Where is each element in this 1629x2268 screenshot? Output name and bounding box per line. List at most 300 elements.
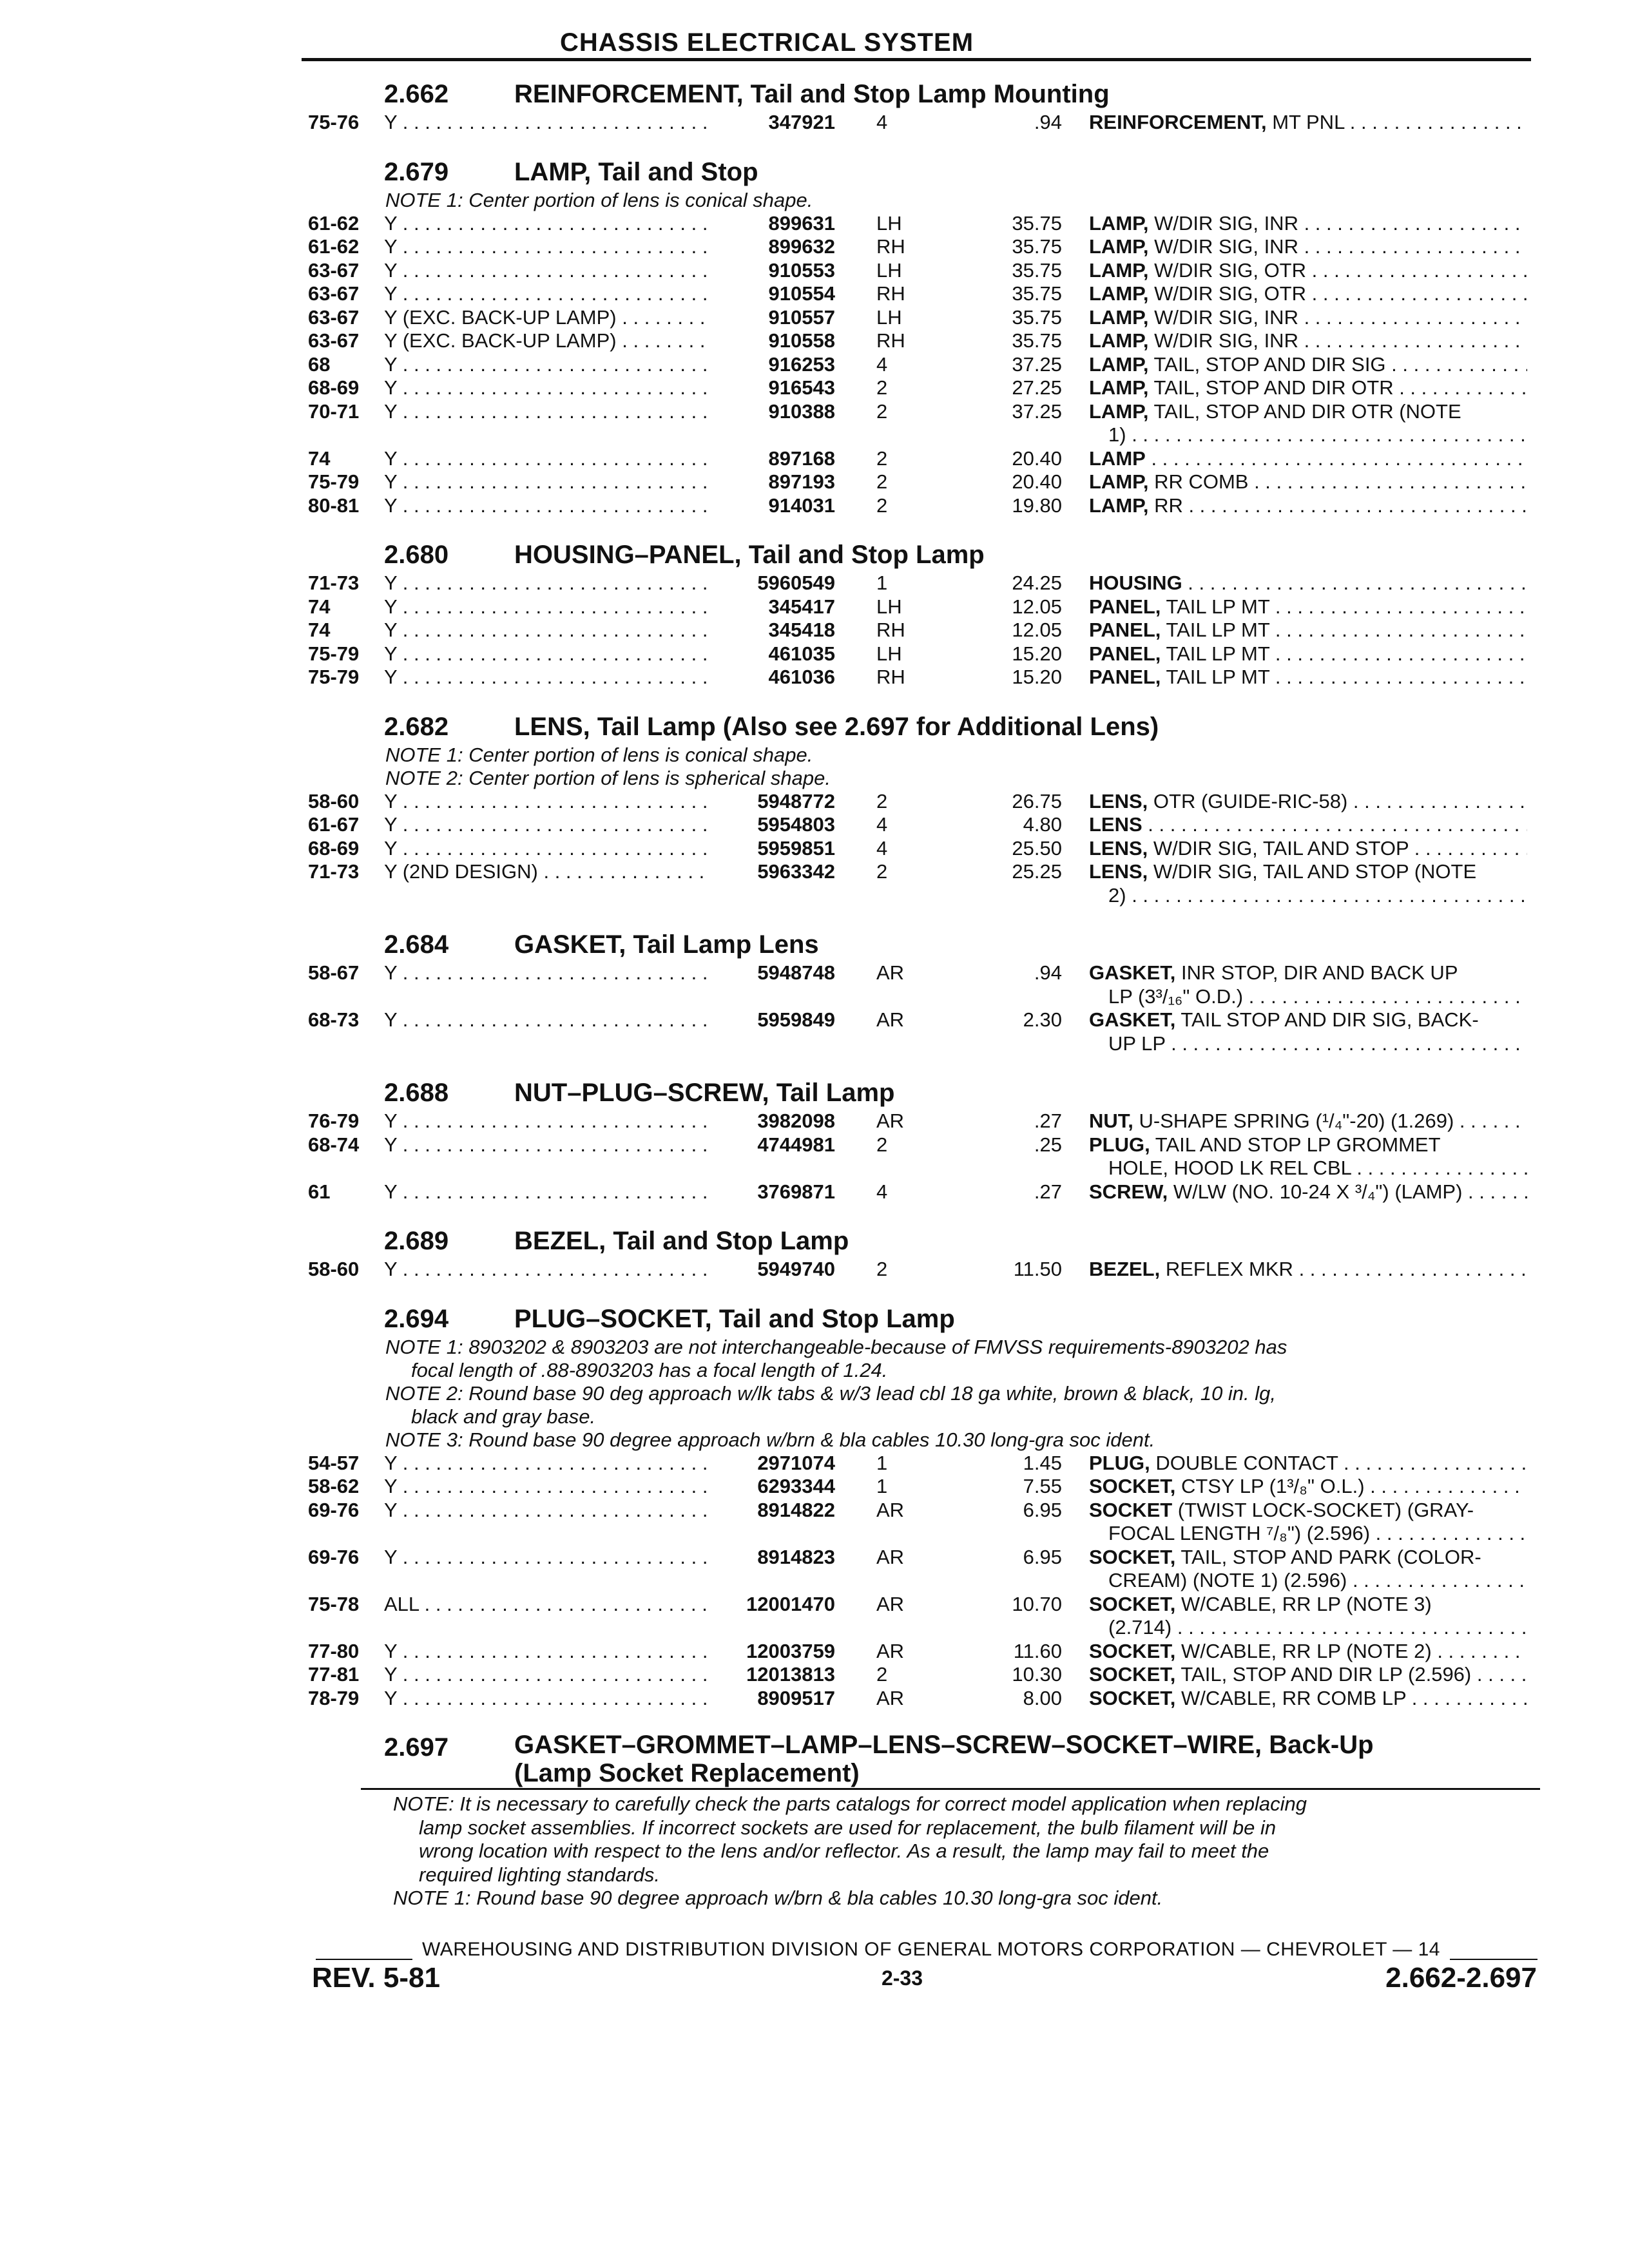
price: 35.75	[1012, 305, 1062, 329]
body-style	[384, 619, 706, 642]
part-number: 5959851	[757, 836, 835, 860]
description-line: UP LP . . .	[1089, 1032, 1527, 1056]
section-title-line: PLUG–SOCKET, Tail and Stop Lamp	[514, 1304, 955, 1333]
description	[1089, 1452, 1527, 1475]
quantity: 4	[876, 352, 888, 376]
description-detail: TAIL, STOP AND PARK (COLOR-	[1175, 1545, 1481, 1568]
part-number: 910554	[768, 282, 835, 305]
part-number: 461036	[768, 666, 835, 688]
quantity: LH	[876, 258, 902, 282]
section-title	[514, 1302, 955, 1336]
model-years: 68-74	[308, 1133, 360, 1156]
model-years: 75-76	[308, 111, 360, 133]
description-line: FOCAL LENGTH ⁷/₈") (2.596) . . .	[1089, 1522, 1527, 1546]
description-line	[1089, 376, 1527, 400]
quantity: RH	[876, 619, 905, 641]
description-line: 2) . . .	[1089, 884, 1527, 908]
description-name: LAMP,	[1089, 376, 1149, 399]
description-line	[1089, 212, 1527, 236]
description-detail: RR	[1148, 494, 1183, 517]
model-years: 69-76	[308, 1545, 360, 1568]
note-line: NOTE 1: Center portion of lens is conical shape.	[385, 188, 813, 211]
description-name: LAMP,	[1089, 329, 1149, 352]
part-number: 910558	[768, 329, 835, 352]
description-detail: W/DIR SIG, TAIL AND STOP	[1148, 836, 1409, 860]
model-years: 68-69	[308, 836, 360, 860]
section-number: 2.684	[384, 930, 449, 959]
description-detail: TAIL STOP AND DIR SIG, BACK-	[1175, 1008, 1479, 1031]
model-years: 75-78	[308, 1592, 360, 1615]
description-detail: (TWIST LOCK-SOCKET) (GRAY-	[1172, 1498, 1474, 1521]
description-detail: TAIL, STOP AND DIR OTR (NOTE	[1148, 399, 1461, 423]
part-number: 899632	[768, 235, 835, 258]
section-title-line: HOUSING–PANEL, Tail and Stop Lamp	[514, 541, 985, 569]
description-name: LAMP,	[1089, 211, 1149, 235]
description	[1089, 790, 1527, 814]
body-style	[384, 1640, 706, 1664]
description	[1089, 1546, 1527, 1593]
part-number: 4744981	[757, 1133, 835, 1156]
price: 20.40	[1012, 470, 1062, 493]
description	[1089, 329, 1527, 353]
part-number: 916543	[768, 376, 835, 399]
description	[1089, 306, 1527, 330]
body-style-text: Y . . .	[384, 961, 706, 985]
description-line: (2.714) . . .	[1089, 1616, 1527, 1640]
model-years: 69-76	[308, 1498, 360, 1521]
body-style	[384, 1499, 706, 1523]
model-years: 78-79	[308, 1686, 360, 1709]
quantity: AR	[876, 961, 905, 984]
footer-note-line: wrong location with respect to the lens and/or reflector. As a result, the lamp may fail to meet the	[419, 1840, 1269, 1862]
description-line	[1089, 1499, 1527, 1523]
description	[1089, 961, 1527, 1008]
description	[1089, 642, 1527, 666]
part-number: 2971074	[757, 1451, 835, 1474]
quantity: 4	[876, 1180, 888, 1203]
body-style	[384, 837, 706, 861]
model-years: 71-73	[308, 860, 360, 883]
part-row	[302, 595, 1539, 619]
section-note	[385, 189, 1539, 212]
description-name: SCREW,	[1089, 1180, 1168, 1203]
body-style	[384, 1687, 706, 1711]
model-years: 61	[308, 1180, 331, 1203]
part-row	[302, 961, 1539, 1008]
quantity: 4	[876, 813, 888, 836]
price: .27	[1034, 1180, 1062, 1203]
price: 12.05	[1012, 595, 1062, 618]
section-number: 2.694	[384, 1304, 449, 1333]
part-row	[302, 1180, 1539, 1204]
part-row	[302, 470, 1539, 494]
body-style-text: Y . . .	[384, 400, 706, 424]
description-line	[1089, 470, 1527, 494]
note-line: focal length of .88-8903203 has a focal length of 1.24.	[411, 1358, 888, 1381]
model-years: 80-81	[308, 494, 360, 517]
price: 20.40	[1012, 447, 1062, 470]
footer-notes	[393, 1792, 1527, 1910]
body-style	[384, 1475, 706, 1499]
description-detail: U-SHAPE SPRING (¹/₄"-20) (1.269)	[1133, 1110, 1454, 1132]
description-line	[1089, 306, 1527, 330]
description	[1089, 1640, 1527, 1664]
description-detail: TAIL AND STOP LP GROMMET	[1150, 1133, 1441, 1156]
quantity: LH	[876, 211, 902, 235]
section-header	[302, 538, 1539, 572]
description-name: LAMP,	[1089, 399, 1149, 423]
description-name: SOCKET,	[1089, 1545, 1176, 1568]
part-row	[302, 329, 1539, 353]
body-style-text: Y . . .	[384, 447, 706, 471]
body-style-text: Y . . .	[384, 1133, 706, 1157]
footer-note	[393, 1887, 1527, 1910]
description	[1089, 837, 1527, 861]
price: .25	[1034, 1133, 1062, 1156]
description	[1089, 1499, 1527, 1546]
description-name: SOCKET	[1089, 1498, 1173, 1521]
section-number: 2.662	[384, 80, 449, 108]
description-detail: W/DIR SIG, OTR	[1148, 282, 1307, 305]
model-years: 68	[308, 352, 331, 376]
part-number: 6293344	[757, 1475, 835, 1497]
body-style-text: Y . . .	[384, 642, 706, 666]
model-years: 75-79	[308, 470, 360, 493]
section-range: 2.662-2.697	[1385, 1962, 1537, 1994]
part-row	[302, 837, 1539, 861]
body-style-text: Y . . .	[384, 572, 706, 595]
body-style	[384, 1110, 706, 1133]
body-style-text: ALL . . .	[384, 1593, 706, 1617]
description-line: LP (3³/₁₆" O.D.) . . .	[1089, 985, 1527, 1009]
section-title	[514, 1731, 1374, 1787]
description-line	[1089, 1546, 1527, 1570]
body-style	[384, 642, 706, 666]
description-line	[1089, 813, 1527, 837]
description	[1089, 1180, 1527, 1204]
model-years: 75-79	[308, 666, 360, 688]
note-line: NOTE 1: 8903202 & 8903203 are not interchangeable-because of FMVSS requirements-8903202 has	[385, 1335, 1287, 1358]
description-name: PLUG,	[1089, 1451, 1150, 1474]
section-header	[302, 77, 1539, 111]
quantity: 2	[876, 447, 888, 470]
body-style-text: Y . . .	[384, 353, 706, 377]
part-row	[302, 1133, 1539, 1180]
section-header	[302, 1302, 1539, 1336]
section-title	[514, 928, 819, 961]
body-style	[384, 1593, 706, 1617]
description-line: 1) . . .	[1089, 423, 1527, 447]
description-name: HOUSING	[1089, 572, 1182, 594]
footer-note-line: lamp socket assemblies. If incorrect sockets are used for replacement, the bulb filament will be in	[419, 1816, 1277, 1839]
body-style-text: Y (2ND DESIGN) . . .	[384, 860, 706, 884]
part-row	[302, 1593, 1539, 1640]
part-row	[302, 790, 1539, 814]
quantity: LH	[876, 642, 902, 665]
model-years: 54-57	[308, 1451, 360, 1474]
description-detail: CTSY LP (1³/₈" O.L.)	[1175, 1475, 1365, 1497]
note-line: NOTE 3: Round base 90 degree approach w/brn & bla cables 10.30 long-gra soc ident.	[385, 1428, 1155, 1451]
quantity: LH	[876, 595, 902, 618]
body-style-text: Y . . .	[384, 1110, 706, 1133]
description-name: LAMP,	[1089, 258, 1149, 282]
description-line	[1089, 259, 1527, 283]
section-header	[302, 1076, 1539, 1110]
quantity: AR	[876, 1110, 905, 1132]
description-detail: TAIL LP MT	[1161, 595, 1270, 618]
part-row	[302, 1258, 1539, 1282]
part-number: 8914822	[757, 1498, 835, 1521]
description-name: PANEL,	[1089, 666, 1161, 688]
description	[1089, 212, 1527, 236]
description-detail: W/DIR SIG, INR	[1148, 235, 1298, 258]
section-title	[514, 155, 758, 189]
description-line	[1089, 619, 1527, 642]
description-name: SOCKET,	[1089, 1475, 1176, 1497]
part-number: 5954803	[757, 813, 835, 836]
description-detail: MT PNL	[1266, 111, 1345, 133]
section-title-line: BEZEL, Tail and Stop Lamp	[514, 1227, 849, 1255]
body-style-text: Y . . .	[384, 1258, 706, 1282]
body-style-text: Y . . .	[384, 1499, 706, 1523]
section-title-line: REINFORCEMENT, Tail and Stop Lamp Mounting	[514, 80, 1110, 108]
body-style	[384, 961, 706, 985]
body-style-text: Y . . .	[384, 212, 706, 236]
description-name: PLUG,	[1089, 1133, 1150, 1156]
part-row	[302, 813, 1539, 837]
part-number: 8914823	[757, 1545, 835, 1568]
description-detail: W/CABLE, RR LP (NOTE 2)	[1175, 1639, 1432, 1662]
section-gap	[302, 907, 1539, 923]
body-style-text: Y . . .	[384, 790, 706, 814]
price: 8.00	[1023, 1686, 1062, 1709]
part-row	[302, 619, 1539, 642]
parts-list	[302, 72, 1539, 1808]
description	[1089, 447, 1527, 471]
body-style	[384, 1180, 706, 1204]
part-row	[302, 447, 1539, 471]
description-name: LENS,	[1089, 789, 1148, 812]
price: 10.70	[1012, 1592, 1062, 1615]
footer-note-line: NOTE 1: Round base 90 degree approach w/brn & bla cables 10.30 long-gra soc ident.	[393, 1887, 1163, 1909]
body-style-text: Y . . .	[384, 282, 706, 306]
quantity: AR	[876, 1008, 905, 1031]
description-line	[1089, 790, 1527, 814]
part-number: 899631	[768, 211, 835, 235]
description-line	[1089, 642, 1527, 666]
description	[1089, 860, 1527, 907]
body-style-text: Y . . .	[384, 1452, 706, 1475]
description-name: LAMP,	[1089, 494, 1149, 517]
quantity: RH	[876, 235, 905, 258]
part-row	[302, 400, 1539, 447]
description-detail: TAIL, STOP AND DIR LP (2.596)	[1175, 1663, 1472, 1686]
description	[1089, 1008, 1527, 1055]
section-header	[302, 710, 1539, 744]
body-style	[384, 1663, 706, 1687]
model-years: 77-80	[308, 1639, 360, 1662]
footer-division: WAREHOUSING AND DISTRIBUTION DIVISION OF GENERAL MOTORS CORPORATION — CHEVROLET — 14	[422, 1939, 1440, 1960]
description	[1089, 595, 1527, 619]
model-years: 74	[308, 619, 331, 641]
body-style-text: Y . . .	[384, 1008, 706, 1032]
description-detail: W/DIR SIG, TAIL AND STOP (NOTE	[1148, 860, 1477, 883]
body-style	[384, 111, 706, 135]
description	[1089, 282, 1527, 306]
part-number: 5960549	[757, 572, 835, 594]
quantity: 2	[876, 494, 888, 517]
description-detail: TAIL, STOP AND DIR SIG	[1148, 352, 1386, 376]
description	[1089, 1258, 1527, 1282]
body-style	[384, 235, 706, 259]
section-gap	[302, 1204, 1539, 1219]
body-style	[384, 353, 706, 377]
body-style-text: Y . . .	[384, 837, 706, 861]
body-style-text: Y . . .	[384, 1640, 706, 1664]
body-style	[384, 860, 706, 884]
part-row	[302, 376, 1539, 400]
revision-label: REV. 5-81	[312, 1962, 440, 1994]
description-line	[1089, 572, 1527, 595]
section-note	[385, 1336, 1539, 1382]
description	[1089, 1133, 1527, 1180]
part-row	[302, 259, 1539, 283]
body-style	[384, 376, 706, 400]
price: 15.20	[1012, 666, 1062, 688]
part-number: 3769871	[757, 1180, 835, 1203]
description	[1089, 494, 1527, 518]
note-line: black and gray base.	[411, 1405, 596, 1428]
description	[1089, 470, 1527, 494]
part-number: 347921	[768, 111, 835, 133]
description-detail: W/CABLE, RR LP (NOTE 3)	[1175, 1592, 1432, 1615]
description-detail: W/CABLE, RR COMB LP	[1175, 1686, 1407, 1709]
description	[1089, 111, 1527, 135]
price: 35.75	[1012, 211, 1062, 235]
quantity: AR	[876, 1545, 905, 1568]
part-row	[302, 212, 1539, 236]
description-name: LENS,	[1089, 860, 1148, 883]
price: 35.75	[1012, 329, 1062, 352]
note-line: NOTE 1: Center portion of lens is conical shape.	[385, 743, 813, 766]
description	[1089, 235, 1527, 259]
body-style	[384, 259, 706, 283]
description-line	[1089, 837, 1527, 861]
quantity: LH	[876, 305, 902, 329]
section-title-line: GASKET–GROMMET–LAMP–LENS–SCREW–SOCKET–WIRE, Back-Up	[514, 1731, 1374, 1759]
description-line: CREAM) (NOTE 1) (2.596) . . .	[1089, 1569, 1527, 1593]
price: 2.30	[1023, 1008, 1062, 1031]
body-style-text: Y . . .	[384, 1687, 706, 1711]
part-row	[302, 860, 1539, 907]
part-row	[302, 1008, 1539, 1055]
description-name: PANEL,	[1089, 595, 1161, 618]
price: 25.50	[1012, 836, 1062, 860]
description-detail: TAIL, STOP AND DIR OTR	[1148, 376, 1394, 399]
description-name: LENS,	[1089, 836, 1148, 860]
description-detail: TAIL LP MT	[1161, 642, 1270, 665]
part-row	[302, 494, 1539, 518]
description-name: NUT,	[1089, 1110, 1133, 1132]
section-gap	[302, 1055, 1539, 1071]
quantity: 4	[876, 836, 888, 860]
body-style-text: Y . . .	[384, 1180, 706, 1204]
part-row	[302, 1546, 1539, 1593]
body-style	[384, 494, 706, 518]
description-line	[1089, 1008, 1527, 1032]
description-name: LAMP,	[1089, 282, 1149, 305]
section-note	[385, 1428, 1539, 1452]
price: 35.75	[1012, 235, 1062, 258]
body-style	[384, 666, 706, 689]
body-style-text: Y . . .	[384, 259, 706, 283]
body-style	[384, 470, 706, 494]
body-style	[384, 282, 706, 306]
body-style	[384, 1452, 706, 1475]
description-line	[1089, 961, 1527, 985]
section-title-line: NUT–PLUG–SCREW, Tail Lamp	[514, 1079, 895, 1107]
model-years: 61-62	[308, 211, 360, 235]
model-years: 74	[308, 595, 331, 618]
description-line	[1089, 282, 1527, 306]
model-years: 58-60	[308, 789, 360, 812]
section-note	[385, 767, 1539, 790]
body-style-text: Y . . .	[384, 1663, 706, 1687]
description-detail: W/DIR SIG, INR	[1148, 305, 1298, 329]
part-number: 345418	[768, 619, 835, 641]
price: 26.75	[1012, 789, 1062, 812]
section-number: 2.697	[384, 1733, 449, 1762]
price: 11.60	[1013, 1639, 1062, 1662]
body-style	[384, 1008, 706, 1032]
description-line	[1089, 595, 1527, 619]
footer-note	[393, 1792, 1527, 1887]
body-style	[384, 1546, 706, 1570]
description	[1089, 1663, 1527, 1687]
description-line	[1089, 666, 1527, 689]
part-row	[302, 642, 1539, 666]
part-number: 910553	[768, 258, 835, 282]
section-title	[514, 1076, 894, 1110]
model-years: 61-67	[308, 813, 360, 836]
quantity: AR	[876, 1592, 905, 1615]
part-number: 914031	[768, 494, 835, 517]
quantity: 4	[876, 111, 888, 133]
part-row	[302, 1452, 1539, 1475]
section-title	[514, 77, 1110, 111]
description-name: SOCKET,	[1089, 1663, 1176, 1686]
section-gap	[302, 1282, 1539, 1297]
description	[1089, 572, 1527, 595]
part-row	[302, 111, 1539, 135]
body-style-text: Y . . .	[384, 666, 706, 689]
section-gap	[302, 135, 1539, 150]
description-line	[1089, 329, 1527, 353]
model-years: 58-62	[308, 1475, 360, 1497]
description-line	[1089, 447, 1527, 471]
section-note	[385, 1382, 1539, 1428]
footer-notes-rule	[361, 1788, 1540, 1790]
body-style-text: Y . . .	[384, 619, 706, 642]
part-row	[302, 572, 1539, 595]
price: .94	[1034, 111, 1062, 133]
part-number: 461035	[768, 642, 835, 665]
model-years: 61-62	[308, 235, 360, 258]
footer-note-line: required lighting standards.	[419, 1863, 660, 1886]
part-row	[302, 1475, 1539, 1499]
body-style-text: Y . . .	[384, 111, 706, 135]
section-title-line: GASKET, Tail Lamp Lens	[514, 930, 819, 959]
